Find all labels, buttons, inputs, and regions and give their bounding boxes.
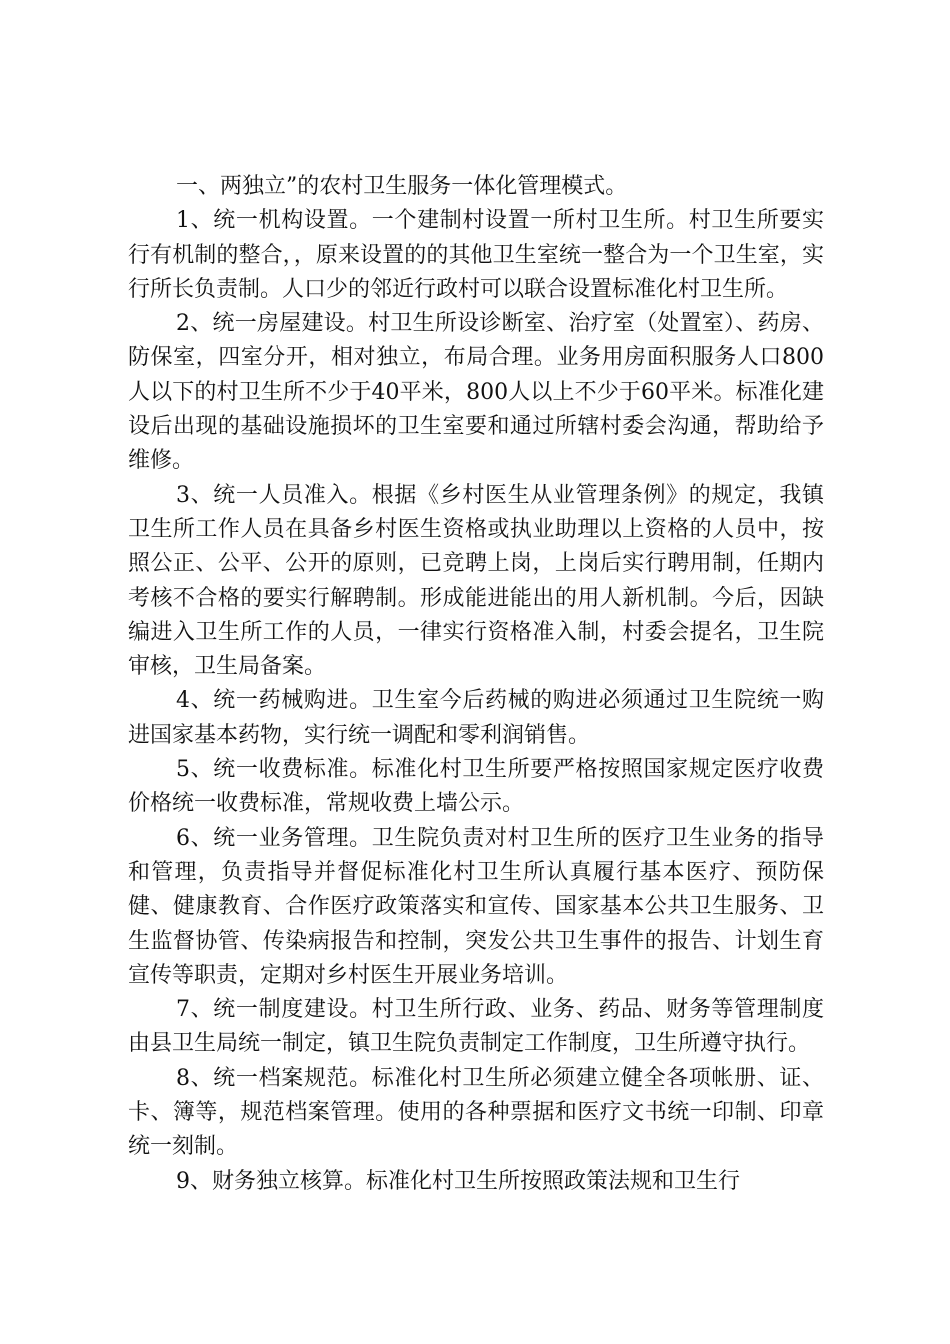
paragraph-6: 6、统一业务管理。卫生院负责对村卫生所的医疗卫生业务的指导和管理，负责指导并督促标准化村卫生所认真履行基本医疗、预防保健、健康教育、合作医疗政策落实和宣传、国家基本公共卫生服务、卫生监督协管、传染病报告和控制，突发公共卫生事件的报告、计划生育宣传等职责，定期对乡村医生开展业务培训。 bbox=[128, 825, 824, 988]
paragraph-9: 9、财务独立核算。标准化村卫生所按照政策法规和卫生行 bbox=[176, 1168, 740, 1194]
paragraph-3: 3、统一人员准入。根据《乡村医生从业管理条例》的规定，我镇卫生所工作人员在具备乡村医生资格或执业助理以上资格的人员中，按照公正、公平、公开的原则，已竞聘上岗，上岗后实行聘用制，任期内考核不合格的要实行解聘制。形成能进能出的用人新机制。今后，因缺编进入卫生所工作的人员，一律实行资格准入制，村委会提名，卫生院审核，卫生局备案。 bbox=[128, 482, 824, 680]
paragraph-2: 2、统一房屋建设。村卫生所设诊断室、治疗室（处置室）、药房、防保室，四室分开，相对独立，布局合理。业务用房面积服务人口800人以下的村卫生所不少于40平米，800人以上不少于60平米。标准化建设后出现的基础设施损坏的卫生室要和通过所辖村委会沟通，帮助给予维修。 bbox=[128, 311, 824, 474]
paragraph-5: 5、统一收费标准。标准化村卫生所要严格按照国家规定医疗收费价格统一收费标准，常规收费上墙公示。 bbox=[128, 757, 824, 817]
paragraph-1: 1、统一机构设置。一个建制村设置一所村卫生所。村卫生所要实行有机制的整合，，原来设置的的其他卫生室统一整合为一个卫生室，实行所长负责制。人口少的邻近行政村可以联合设置标准化村卫生所。 bbox=[128, 208, 824, 302]
paragraph-8: 8、统一档案规范。标准化村卫生所必须建立健全各项帐册、证、卡、簿等，规范档案管理。使用的各种票据和医疗文书统一印制、印章统一刻制。 bbox=[128, 1065, 824, 1160]
paragraph-4: 4、统一药械购进。卫生室今后药械的购进必须通过卫生院统一购进国家基本药物，实行统一调配和零利润销售。 bbox=[128, 688, 824, 748]
document-body bbox=[128, 170, 824, 1199]
paragraph-7: 7、统一制度建设。村卫生所行政、业务、药品、财务等管理制度由县卫生局统一制定，镇卫生院负责制定工作制度，卫生所遵守执行。 bbox=[128, 997, 824, 1057]
section-heading: 一、两独立”的农村卫生服务一体化管理模式。 bbox=[176, 174, 628, 199]
